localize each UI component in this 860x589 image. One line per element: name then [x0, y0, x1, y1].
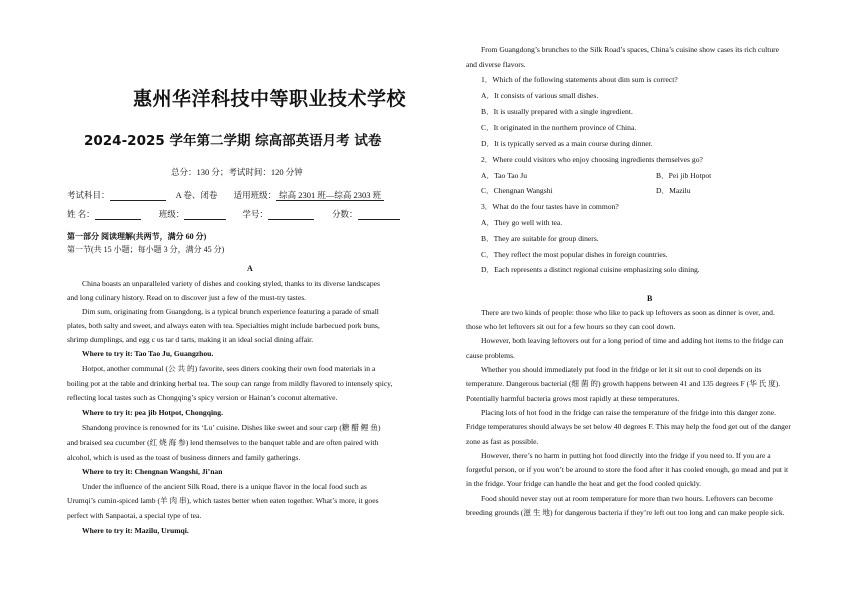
passage-a-line: China boasts an unparalleled variety of dishes and cooking styled, thanks to its diverse landscapes [82, 279, 380, 288]
passage-b-line: Food should never stay out at room temperature for more than two hours. Leftovers can become [481, 494, 773, 503]
q2-option-a[interactable]: A．Tao Tao Ju [481, 171, 528, 180]
question-3-stem: 3．What do the four tastes have in common? [481, 202, 619, 211]
passage-b-line: Whether you should immediately put food in the fridge or let it sit out to cool depends on its [481, 365, 762, 374]
passage-b-line: However, both leaving leftovers out for a long period of time and adding hot items to the fridge can [481, 336, 784, 345]
exam-title: 2024-2025 学年第二学期 综高部英语月考 试卷 [84, 133, 382, 149]
passage-a-line: reflecting local tastes such as Chongqing’s spicy version or Hainan’s coconut alternative. [67, 393, 338, 402]
passage-a-line: Shandong province is renowned for its ‘Lu’ cuisine. Dishes like sweet and sour carp (糖 醋 鲤 鱼) [82, 423, 381, 432]
class-field[interactable] [184, 209, 226, 220]
section1-title: 第一节(共 15 小题；每小题 3 分，满分 45 分) [67, 245, 225, 254]
q1-option-d[interactable]: D．It is typically served as a main course during dinner. [481, 139, 653, 148]
passage-a-line: Urumqi’s cumin-spiced lamb (羊 肉 串), which tastes better when eaten together. What’s more, it goes [67, 496, 379, 505]
passage-b-line: Fridge temperatures should always be set below 40 degrees F. This may help the food get out of the danger [466, 422, 791, 431]
passage-a-line: boiling pot at the table and drinking herbal tea. The soup can range from mildly flavored to intensely spicy, [67, 379, 393, 388]
name-label: 姓 名： [67, 209, 95, 219]
intro-line: and diverse flavors. [466, 60, 526, 69]
passage-b-line: Potentially harmful bacteria grows most rapidly at these temperatures. [466, 394, 680, 403]
q2-option-c[interactable]: C．Chengnan Wangshi [481, 186, 553, 195]
passage-a-line: alcohol, which is used as the toast of business dinners and family gatherings. [67, 453, 301, 462]
q2-option-b[interactable]: B．Pei jib Hotpot [656, 171, 712, 180]
exam-totals: 总分：130 分；考试时间：120 分钟 [171, 167, 303, 177]
applicable-label: 适用班级： [233, 190, 277, 200]
passage-b-line: zone as fast as possible. [466, 437, 539, 446]
passage-a-line: and long culinary history. Read on to discover just a few of the must-try tastes. [67, 293, 307, 302]
passage-a-line: perfect with Sanpaotai, a special type of tea. [67, 511, 202, 520]
passage-b-line: Placing lots of hot food in the fridge can raise the temperature of the fridge into this danger zone. [481, 408, 777, 417]
subject-field[interactable] [110, 190, 166, 201]
passage-b-line: However, there’s no harm in putting hot food directly into the fridge if you need to. If you are a [481, 451, 771, 460]
info-row-1 [67, 189, 384, 201]
score-label: 分数： [332, 209, 358, 219]
intro-line: From Guangdong’s brunches to the Silk Road’s spaces, China’s cuisine show cases its rich culture [481, 45, 780, 54]
class-label: 班级： [158, 209, 185, 219]
info-row-2 [67, 208, 400, 220]
q3-option-b[interactable]: B．They are suitable for group diners. [481, 234, 599, 243]
student-id-label: 学号： [242, 209, 268, 219]
where-to-try: Where to try it: Chengnan Wangshi, Ji’nan [82, 467, 223, 476]
paper-type: A 卷、闭卷 [175, 190, 218, 200]
where-to-try: Where to try it: Mazilu, Urumqi. [82, 526, 189, 535]
where-to-try: Where to try it: pea jib Hotpot, Chongqing. [82, 408, 223, 417]
q3-option-a[interactable]: A．They go well with tea. [481, 218, 563, 227]
q1-option-c[interactable]: C．It originated in the northern province of China. [481, 123, 637, 132]
q2-option-d[interactable]: D．Mazilu [656, 186, 691, 195]
passage-b-line: cause problems. [466, 351, 515, 360]
q3-option-c[interactable]: C．They reflect the most popular dishes in foreign countries. [481, 250, 668, 259]
passage-a-line: plates, both salty and sweet, and always eaten with tea. Specialties might include barbecued pork buns, [67, 321, 380, 330]
q3-option-d[interactable]: D．Each represents a distinct regional cuisine emphasizing solo dining. [481, 265, 700, 274]
school-name: 惠州华洋科技中等职业技术学校 [133, 88, 407, 110]
subject-label: 考试科目： [67, 190, 110, 200]
student-id-field[interactable] [268, 209, 314, 220]
passage-a-line: Under the influence of the ancient Silk Road, there is a unique flavor in the local food such as [82, 482, 367, 491]
q1-option-a[interactable]: A．It consists of various small dishes. [481, 91, 599, 100]
where-to-try: Where to try it: Tao Tao Ju, Guangzhou. [82, 349, 214, 358]
passage-a-line: shrimp dumplings, and egg c us tar d tarts, making it an ideal social dining affair. [67, 335, 314, 344]
passage-b-letter: B [647, 294, 653, 303]
part1-title: 第一部分 阅读理解(共两节，满分 60 分) [67, 232, 207, 241]
question-1-stem: 1．Which of the following statements about dim sum is correct? [481, 75, 678, 84]
passage-b-line: There are two kinds of people: those who like to pack up leftovers as soon as dinner is over, and. [481, 308, 775, 317]
passage-b-line: forgetful person, or if you won’t be around to store the food after it has cooled enough, go mead and put it [466, 465, 789, 474]
q1-option-b[interactable]: B．It is usually prepared with a single ingredient. [481, 107, 633, 116]
passage-a-line: and braised sea cucumber (红 烧 海 参) lend themselves to the banquet table and are often paired with [67, 438, 379, 447]
question-2-stem: 2．Where could visitors who enjoy choosing ingredients themselves go? [481, 155, 703, 164]
passage-b-line: in the fridge. Your fridge can handle the heat and get the food cooled quickly. [466, 479, 702, 488]
passage-b-line: those who let leftovers sit out for a few hours so they can cool down. [466, 322, 676, 331]
name-field[interactable] [95, 209, 141, 220]
passage-b-line: temperature. Dangerous bacterial (细 菌 的) growth happens between 41 and 135 degrees F (华 氏 度). [466, 379, 781, 388]
passage-a-line: Hotpot, another communal (公 共 的) favorite, sees diners cooking their own food materials in a [82, 364, 376, 373]
passage-a-line: Dim sum, originating from Guangdong, is a typical brunch experience featuring a parade of small [82, 307, 379, 316]
score-field[interactable] [358, 209, 400, 220]
passage-a-letter: A [247, 264, 253, 273]
passage-b-line: breeding grounds (滋 生 地) for dangerous bacteria if they’re left out too long and can make people sick. [466, 508, 785, 517]
applicable-classes: 综高 2301 班—综高 2303 班 [276, 190, 384, 201]
